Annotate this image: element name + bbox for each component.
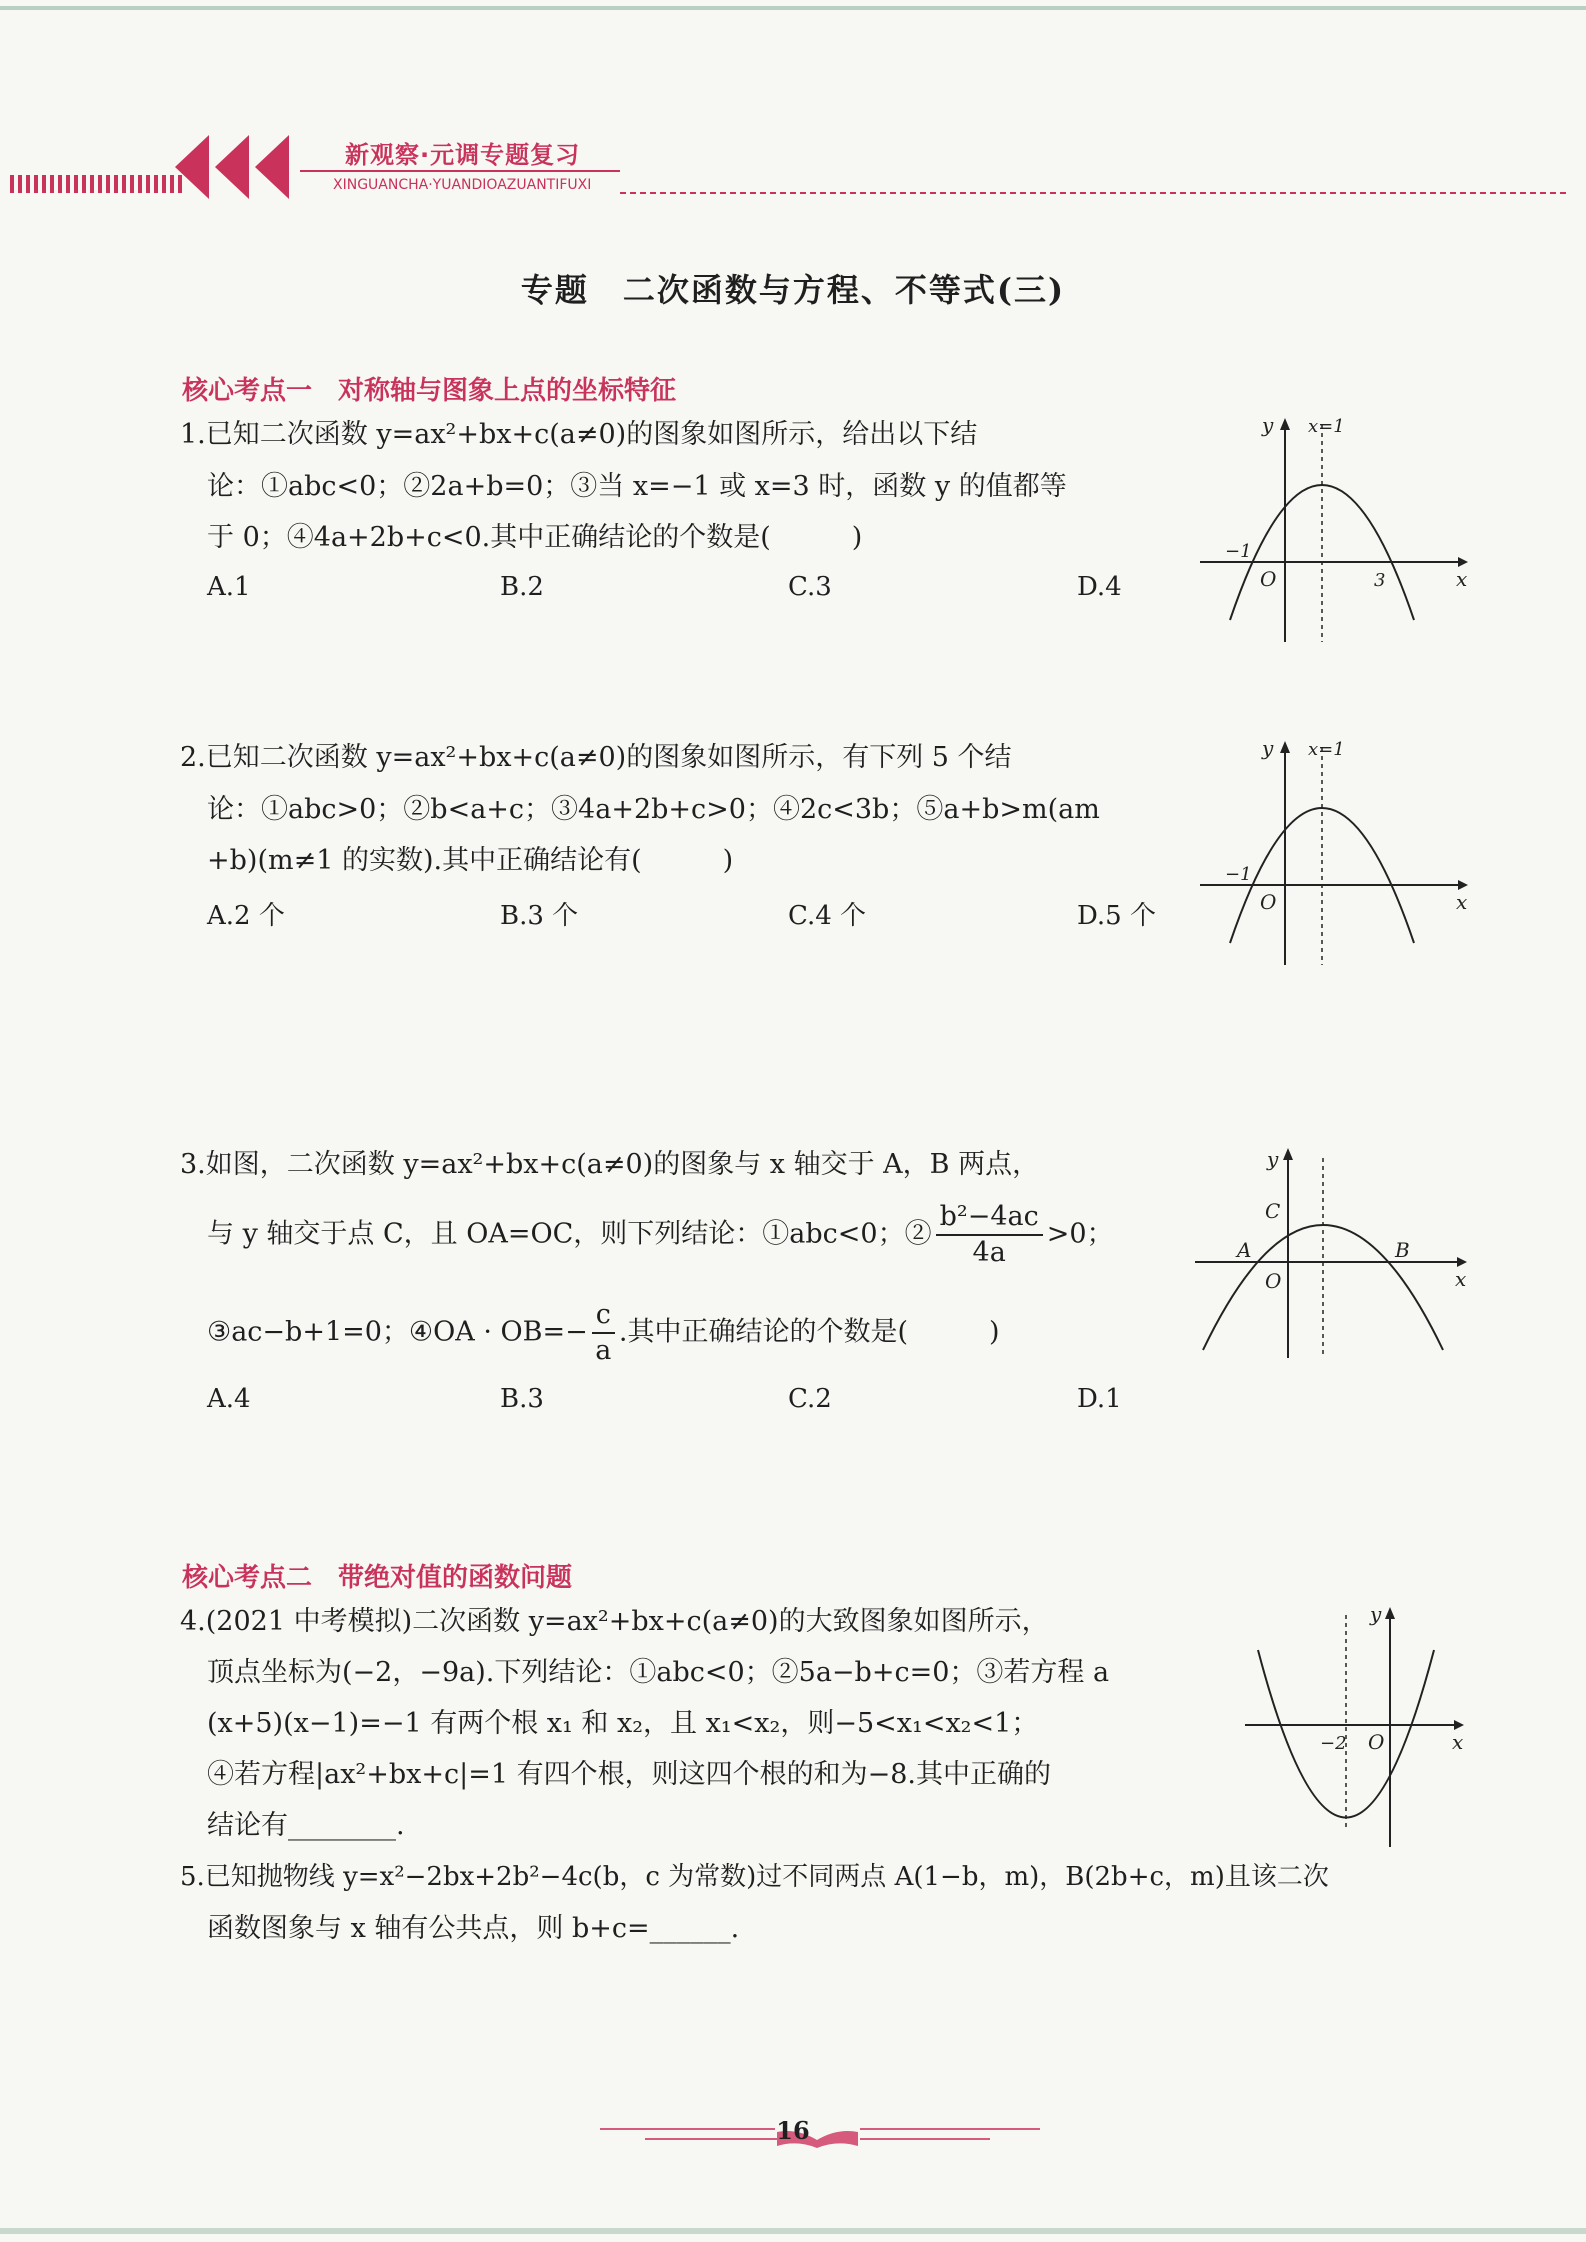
question-4-line-5: 结论有________. <box>207 1810 405 1841</box>
question-1-option-b[interactable]: B.2 <box>500 572 544 602</box>
question-1-option-d[interactable]: D.4 <box>1077 572 1122 602</box>
chevron-icon <box>175 135 209 199</box>
y-label: y <box>1262 413 1274 437</box>
fraction-denominator: a <box>595 1335 612 1366</box>
origin-label: O <box>1368 1730 1385 1754</box>
question-3-line-2 <box>207 1200 1114 1270</box>
question-2-line-1: 2.已知二次函数 y=ax²+bx+c(a≠0)的图象如图所示，有下列 5 个结 <box>180 742 1012 773</box>
x-label: x <box>1456 567 1468 591</box>
page-title: 专题 二次函数与方程、不等式(三) <box>520 271 1066 309</box>
question-3-line-3 <box>207 1298 1000 1368</box>
question-3-line-2-tail: >0； <box>1046 1218 1114 1250</box>
x-axis-arrow-icon <box>1454 1720 1464 1730</box>
x-label: x <box>1452 1730 1464 1754</box>
vertex-x-label: −2 <box>1320 1733 1347 1754</box>
question-3-parabola-figure <box>1185 1140 1475 1370</box>
question-1-line-2: 论：①abc<0；②2a+b=0；③当 x=−1 或 x=3 时，函数 y 的值都等 <box>207 471 1067 502</box>
question-3-line-3-tail: .其中正确结论的个数是( ) <box>618 1316 1000 1348</box>
question-3-option-c[interactable]: C.2 <box>788 1384 832 1414</box>
series-title: 新观察·元调专题复习 <box>345 141 581 169</box>
y-label: y <box>1267 1147 1279 1171</box>
top-border <box>0 6 1586 10</box>
banner-rule <box>300 170 620 172</box>
question-3-line-1: 3.如图，二次函数 y=ax²+bx+c(a≠0)的图象与 x 轴交于 A，B 两点， <box>180 1149 1040 1180</box>
point-b-label: B <box>1395 1238 1410 1262</box>
fraction-numerator: b²−4ac <box>936 1200 1043 1236</box>
origin-label: O <box>1260 890 1277 914</box>
question-3-line-3-text: ③ac−b+1=0；④OA · OB=− <box>207 1316 588 1348</box>
question-4-line-3: (x+5)(x−1)=−1 有两个根 x₁ 和 x₂，且 x₁<x₂，则−5<x₁<x₂<1； <box>207 1708 1039 1739</box>
x-label: x <box>1455 1267 1467 1291</box>
section-title: 核心考点二 带绝对值的函数问题 <box>182 1563 573 1593</box>
y-axis-arrow-icon <box>1280 418 1290 430</box>
question-1-option-c[interactable]: C.3 <box>788 572 832 602</box>
question-3-line-2-text: 与 y 轴交于点 C，且 OA=OC，则下列结论：①abc<0；② <box>207 1218 932 1250</box>
question-1-line-3: 于 0；④4a+2b+c<0.其中正确结论的个数是( ) <box>207 522 863 553</box>
question-2-option-b[interactable]: B.3 个 <box>500 901 579 931</box>
root-left-label: −1 <box>1225 864 1252 885</box>
question-3-option-b[interactable]: B.3 <box>500 1384 544 1414</box>
question-2-line-2: 论：①abc>0；②b<a+c；③4a+2b+c>0；④2c<3b；⑤a+b>m(am <box>207 794 1100 825</box>
section-title: 核心考点一 对称轴与图象上点的坐标特征 <box>182 376 677 406</box>
question-3-option-a[interactable]: A.4 <box>207 1384 251 1414</box>
origin-label: O <box>1265 1269 1282 1293</box>
y-label: y <box>1370 1602 1382 1626</box>
bottom-border <box>0 2228 1586 2234</box>
series-pinyin: XINGUANCHA·YUANDIOAZUANTIFUXI <box>333 177 592 193</box>
fraction <box>936 1200 1043 1270</box>
question-4-line-1: 4.(2021 中考模拟)二次函数 y=ax²+bx+c(a≠0)的大致图象如图所示， <box>180 1606 1049 1637</box>
axis-label: x=1 <box>1308 416 1345 437</box>
question-2-option-a[interactable]: A.2 个 <box>207 901 285 931</box>
chevron-icon <box>255 135 289 199</box>
origin-label: O <box>1260 567 1277 591</box>
y-axis-arrow-icon <box>1283 1148 1293 1160</box>
x-axis-arrow-icon <box>1457 1257 1467 1267</box>
point-c-label: C <box>1265 1199 1281 1223</box>
x-label: x <box>1456 890 1468 914</box>
question-5-line-2: 函数图象与 x 轴有公共点，则 b+c=______. <box>207 1913 740 1944</box>
question-4-line-4: ④若方程|ax²+bx+c|=1 有四个根，则这四个根的和为−8.其中正确的 <box>207 1759 1051 1790</box>
banner-dashed-rule <box>620 192 1570 194</box>
question-5-line-1: 5.已知抛物线 y=x²−2bx+2b²−4c(b，c 为常数)过不同两点 A(1−b，m)，B(2b+c，m)且该二次 <box>180 1862 1329 1892</box>
y-axis-arrow-icon <box>1280 741 1290 753</box>
banner-stripes <box>10 175 182 193</box>
y-label: y <box>1262 736 1274 760</box>
question-2-option-d[interactable]: D.5 个 <box>1077 901 1156 931</box>
question-3-option-d[interactable]: D.1 <box>1077 1384 1122 1414</box>
fraction <box>592 1298 615 1368</box>
root-right-label: 3 <box>1374 570 1386 591</box>
fraction-denominator: 4a <box>972 1237 1006 1268</box>
y-axis-arrow-icon <box>1385 1607 1395 1619</box>
page-number: 16 <box>776 2116 810 2145</box>
root-left-label: −1 <box>1225 541 1252 562</box>
question-2-option-c[interactable]: C.4 个 <box>788 901 867 931</box>
question-2-line-3: +b)(m≠1 的实数).其中正确结论有( ) <box>207 845 734 876</box>
chevron-icon <box>215 135 249 199</box>
question-1-parabola-figure <box>1190 410 1470 650</box>
question-2-parabola-figure <box>1190 733 1470 973</box>
question-4-line-2: 顶点坐标为(−2，−9a).下列结论：①abc<0；②5a−b+c=0；③若方程 a <box>207 1657 1110 1688</box>
question-4-parabola-figure <box>1240 1595 1470 1855</box>
x-axis-arrow-icon <box>1458 880 1468 890</box>
fraction-numerator: c <box>592 1298 615 1334</box>
question-1-option-a[interactable]: A.1 <box>207 572 251 602</box>
axis-label: x=1 <box>1308 739 1345 760</box>
question-1-line-1: 1.已知二次函数 y=ax²+bx+c(a≠0)的图象如图所示，给出以下结 <box>180 419 978 450</box>
x-axis-arrow-icon <box>1458 557 1468 567</box>
point-a-label: A <box>1237 1238 1252 1262</box>
